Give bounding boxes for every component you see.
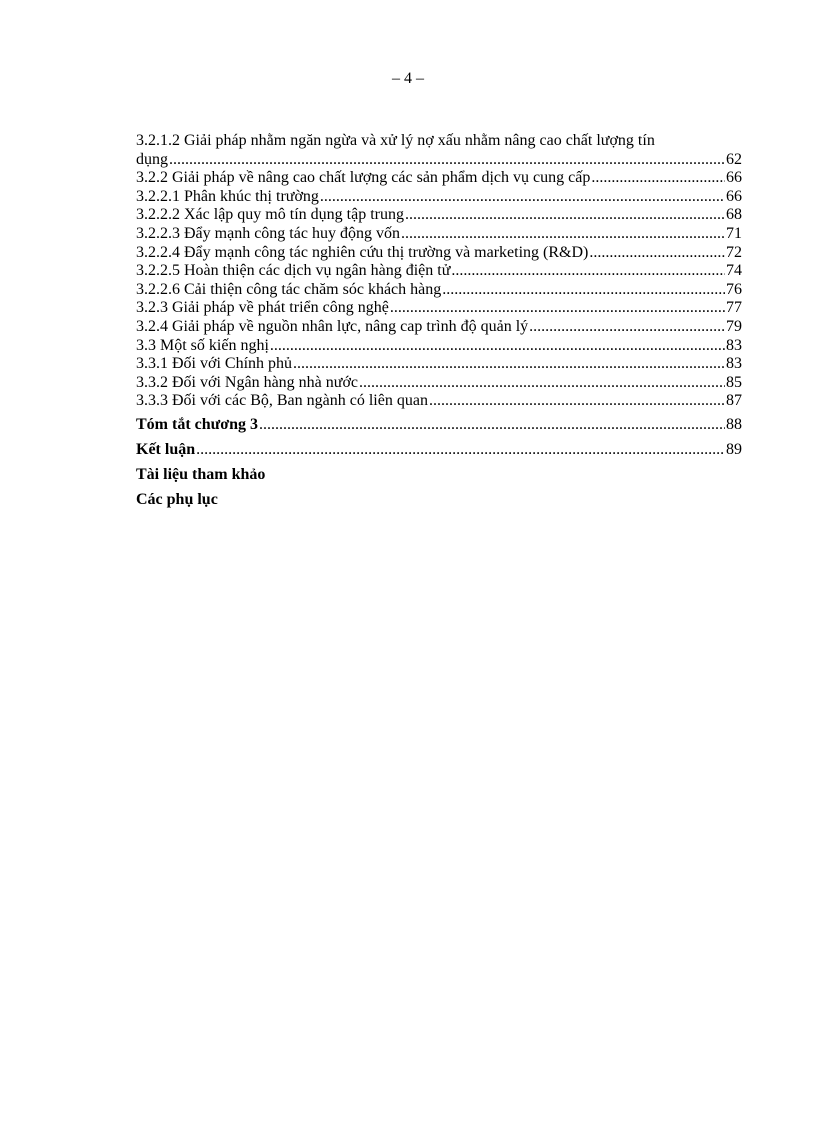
toc-entry-label: Tóm tắt chương 3 xyxy=(136,415,259,433)
toc-dot-leader xyxy=(359,374,725,393)
toc-heading-appendices: Các phụ lục xyxy=(136,490,218,508)
toc-dot-leader xyxy=(429,392,725,411)
toc-dot-leader xyxy=(320,188,725,207)
toc-dot-leader xyxy=(270,337,725,356)
toc-entry-label: dụng xyxy=(136,150,168,168)
toc-entry-page: 85 xyxy=(726,373,742,391)
toc-entry-label: 3.3.3 Đối với các Bộ, Ban ngành có liên quan xyxy=(136,392,428,410)
toc-entry-label: 3.2.2.2 Xác lập quy mô tín dụng tập trung xyxy=(136,206,404,224)
toc-entry-page: 68 xyxy=(726,206,742,224)
toc-entry-label: 3.2.2.6 Cải thiện công tác chăm sóc khách hàng xyxy=(136,280,442,298)
toc-entry-page: 79 xyxy=(726,317,742,335)
toc-entry-page: 72 xyxy=(726,243,742,261)
toc-dot-leader xyxy=(259,413,725,436)
toc-entry-3-2-3 xyxy=(136,299,742,318)
toc-entry-3-3 xyxy=(136,337,742,356)
toc-entry-page: 74 xyxy=(726,262,742,280)
page-number: – 4 – xyxy=(392,70,424,87)
toc-entry-label: 3.3.2 Đối với Ngân hàng nhà nước xyxy=(136,373,358,391)
toc-entry-label: 3.2.2 Giải pháp về nâng cao chất lượng các sản phẩm dịch vụ cung cấp xyxy=(136,169,591,187)
toc-entry-label: 3.2.2.5 Hoàn thiện các dịch vụ ngân hàng điện tử xyxy=(136,262,451,280)
toc-entry-3-2-2-2 xyxy=(136,206,742,225)
toc-entry-3-2-2-4 xyxy=(136,244,742,263)
toc-dot-leader xyxy=(529,318,725,337)
toc-entry-page: 77 xyxy=(726,299,742,317)
toc-entry-3-3-3 xyxy=(136,392,742,411)
toc-entry-label: 3.2.2.1 Phân khúc thị trường xyxy=(136,187,319,205)
toc-entry-page: 83 xyxy=(726,336,742,354)
toc-entry-label: 3.3.1 Đối với Chính phủ xyxy=(136,355,293,373)
toc-entry-label: Kết luận xyxy=(136,440,196,458)
toc-heading-references: Tài liệu tham khảo xyxy=(136,465,266,483)
toc-entry-3-2-1-2-line1 xyxy=(136,132,742,151)
toc-dot-leader xyxy=(293,355,725,374)
toc-entry-page: 88 xyxy=(726,415,742,433)
toc-entry-3-3-1 xyxy=(136,355,742,374)
toc-entry-3-2-2-1 xyxy=(136,188,742,207)
toc-entry-label: 3.2.2.4 Đẩy mạnh công tác nghiên cứu thị trường và marketing (R&D) xyxy=(136,243,589,261)
toc-entry-3-2-1-2-line2 xyxy=(136,151,742,170)
toc-entry-label: 3.2.3 Giải pháp về phát triển công nghệ xyxy=(136,299,389,317)
toc-entry-label: 3.2.1.2 Giải pháp nhằm ngăn ngừa và xử lý nợ xấu nhằm nâng cao chất lượng tín xyxy=(136,132,655,149)
toc-entry-3-2-2-6 xyxy=(136,281,742,300)
toc-entry-page: 89 xyxy=(726,440,742,458)
toc-dot-leader xyxy=(405,206,725,225)
toc-dot-leader xyxy=(401,225,725,244)
toc-entry-3-3-2 xyxy=(136,374,742,393)
toc-entry-page: 66 xyxy=(726,187,742,205)
toc-entry-3-2-2 xyxy=(136,169,742,188)
toc-entry-page: 83 xyxy=(726,355,742,373)
toc-dot-leader xyxy=(591,169,725,188)
toc-entry-label: 3.2.2.3 Đẩy mạnh công tác huy động vốn xyxy=(136,224,400,242)
toc-entry-page: 76 xyxy=(726,280,742,298)
table-of-contents xyxy=(136,132,742,511)
toc-dot-leader xyxy=(451,262,725,281)
toc-entry-page: 87 xyxy=(726,392,742,410)
toc-entry-3-2-2-5 xyxy=(136,262,742,281)
toc-entry-label: 3.2.4 Giải pháp về nguồn nhân lực, nâng cap trình độ quản lý xyxy=(136,317,529,335)
toc-entry-label: 3.3 Một số kiến nghị xyxy=(136,336,269,354)
toc-entry-chapter-3-summary xyxy=(136,413,742,436)
toc-entry-conclusion xyxy=(136,438,742,461)
toc-dot-leader xyxy=(169,151,725,170)
toc-entry-page: 66 xyxy=(726,169,742,187)
toc-entry-page: 71 xyxy=(726,224,742,242)
toc-dot-leader xyxy=(196,438,725,461)
toc-dot-leader xyxy=(390,299,725,318)
toc-entry-3-2-4 xyxy=(136,318,742,337)
toc-dot-leader xyxy=(442,281,725,300)
toc-entry-page: 62 xyxy=(726,150,742,168)
toc-entry-3-2-2-3 xyxy=(136,225,742,244)
toc-dot-leader xyxy=(589,244,725,263)
